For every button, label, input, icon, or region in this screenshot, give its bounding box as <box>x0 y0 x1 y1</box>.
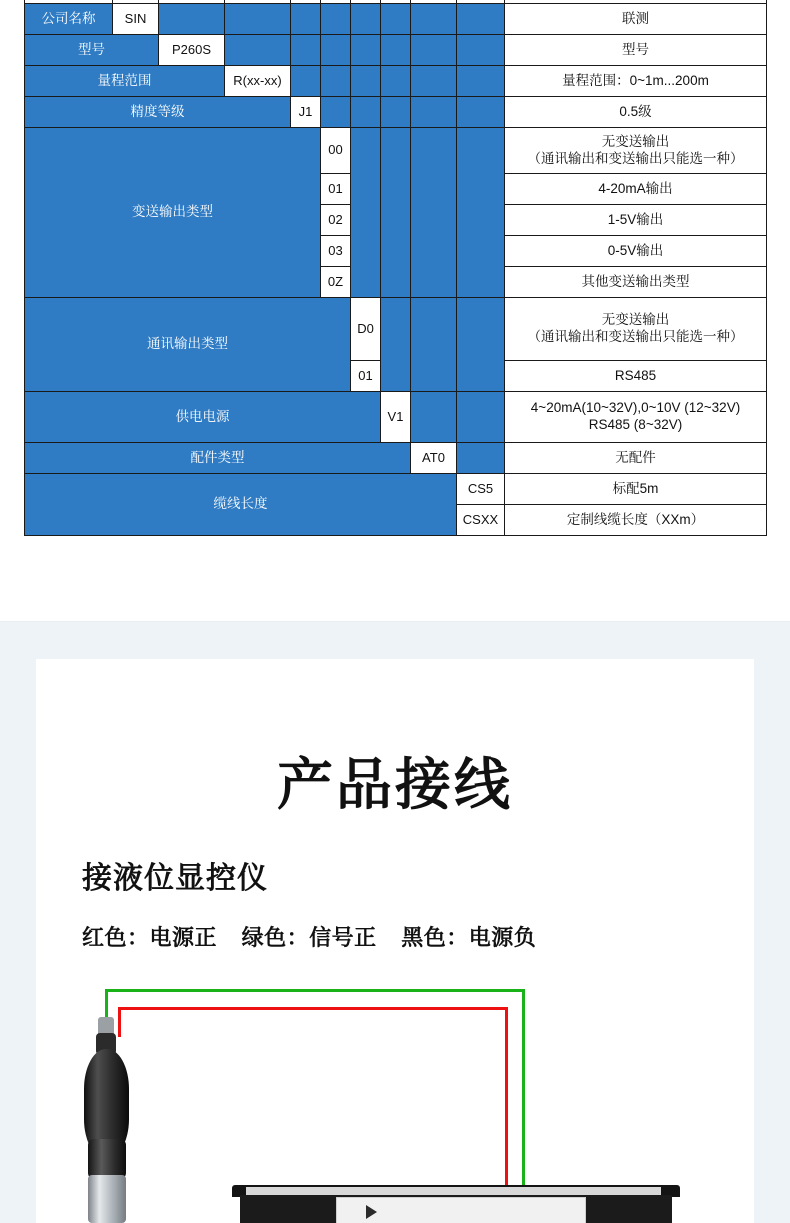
row-code: 02 <box>321 205 351 236</box>
row-desc-line2: （通讯输出和变送输出只能选一种） <box>527 150 744 166</box>
row-desc: RS485 <box>505 361 767 392</box>
row-label: 公司名称 <box>25 4 113 35</box>
blank-cell <box>291 4 321 35</box>
blank-cell <box>457 392 505 443</box>
blank-cell <box>321 97 351 128</box>
blank-cell <box>381 35 411 66</box>
wiring-subtitle: 接液位显控仪 <box>82 862 268 895</box>
table-row <box>25 4 767 35</box>
blank-cell <box>457 97 505 128</box>
legend-item-red: 红色：电源正 <box>82 925 218 950</box>
blank-cell <box>411 35 457 66</box>
blank-cell <box>225 35 291 66</box>
row-desc-line1: 无变送输出 <box>601 133 670 149</box>
row-label: 量程范围 <box>25 66 225 97</box>
blank-cell <box>411 298 457 392</box>
row-code: V1 <box>381 392 411 443</box>
row-code: CS5 <box>457 474 505 505</box>
row-desc: 无配件 <box>505 443 767 474</box>
row-label: 型号 <box>25 35 159 66</box>
blank-cell <box>411 4 457 35</box>
row-desc: 0-5V输出 <box>505 236 767 267</box>
sensor-body-lower <box>88 1139 126 1179</box>
row-code: AT0 <box>411 443 457 474</box>
table-row <box>25 474 767 505</box>
blank-cell <box>381 128 411 298</box>
sensor-steel-housing <box>88 1175 126 1223</box>
blank-cell <box>457 66 505 97</box>
blank-cell <box>411 97 457 128</box>
blank-cell <box>321 35 351 66</box>
row-desc: 标配5m <box>505 474 767 505</box>
row-code: 03 <box>321 236 351 267</box>
row-code: SIN <box>113 4 159 35</box>
wiring-diagram <box>36 989 754 1223</box>
row-desc-line1: 4~20mA(10~32V),0~10V (12~32V) <box>530 400 741 416</box>
row-code: 00 <box>321 128 351 174</box>
table-row <box>25 443 767 474</box>
blank-cell <box>381 4 411 35</box>
blank-cell <box>381 97 411 128</box>
section-gap <box>0 598 790 622</box>
blank-cell <box>381 298 411 392</box>
blank-cell <box>351 128 381 298</box>
table-row <box>25 97 767 128</box>
row-code: J1 <box>291 97 321 128</box>
blank-cell <box>457 298 505 392</box>
row-label-cable-length: 缆线长度 <box>25 474 457 536</box>
row-desc-line2: RS485 (8~32V) <box>588 417 683 432</box>
wiring-section <box>0 622 790 1223</box>
blank-cell <box>411 66 457 97</box>
row-desc: 定制线缆长度（XXm） <box>505 505 767 536</box>
red-wire-left-vertical <box>118 1007 121 1037</box>
row-code: 0Z <box>321 267 351 298</box>
blank-cell <box>321 66 351 97</box>
page-title: 产品接线 <box>277 753 513 818</box>
blank-cell <box>411 392 457 443</box>
row-desc <box>505 298 767 361</box>
table-row <box>25 128 767 174</box>
row-desc: 其他变送输出类型 <box>505 267 767 298</box>
row-label-accessory: 配件类型 <box>25 443 411 474</box>
row-desc: 0.5级 <box>505 97 767 128</box>
blank-cell <box>291 35 321 66</box>
blank-cell <box>351 66 381 97</box>
blank-cell <box>321 4 351 35</box>
blank-cell <box>159 4 225 35</box>
legend-item-green: 绿色：信号正 <box>241 925 377 950</box>
blank-cell <box>457 4 505 35</box>
table-row <box>25 392 767 443</box>
row-desc: 4-20mA输出 <box>505 174 767 205</box>
row-desc <box>505 128 767 174</box>
blank-cell <box>351 4 381 35</box>
row-label-comm-output: 通讯输出类型 <box>25 298 351 392</box>
row-code: D0 <box>351 298 381 361</box>
blank-cell <box>411 128 457 298</box>
row-label: 精度等级 <box>25 97 291 128</box>
blank-cell <box>351 97 381 128</box>
model-selection-table <box>24 0 767 536</box>
green-wire-horizontal <box>105 989 525 992</box>
row-code: 01 <box>321 174 351 205</box>
row-desc: 量程范围：0~1m...200m <box>505 66 767 97</box>
row-desc: 型号 <box>505 35 767 66</box>
blank-cell <box>457 128 505 298</box>
row-desc <box>505 392 767 443</box>
spec-table-wrapper <box>24 0 766 536</box>
row-label-power-supply: 供电电源 <box>25 392 381 443</box>
blank-cell <box>225 4 291 35</box>
blank-cell <box>381 66 411 97</box>
blank-cell <box>457 443 505 474</box>
row-label-transmitter-output: 变送输出类型 <box>25 128 321 298</box>
blank-cell <box>291 66 321 97</box>
row-code: 01 <box>351 361 381 392</box>
row-desc: 联测 <box>505 4 767 35</box>
legend-item-black: 黑色：电源负 <box>401 925 537 950</box>
red-wire-horizontal <box>118 1007 508 1010</box>
wiring-card <box>36 659 754 1223</box>
blank-cell <box>351 35 381 66</box>
table-row <box>25 35 767 66</box>
blank-cell <box>457 35 505 66</box>
wire-color-legend <box>82 921 554 952</box>
table-row <box>25 298 767 361</box>
table-row <box>25 66 767 97</box>
row-code: P260S <box>159 35 225 66</box>
row-desc: 1-5V输出 <box>505 205 767 236</box>
play-arrow-icon <box>366 1205 377 1219</box>
row-code: R(xx-xx) <box>225 66 291 97</box>
row-desc-line2: （通讯输出和变送输出只能选一种） <box>527 329 744 344</box>
row-desc-line1: 无变送输出 <box>601 312 670 328</box>
row-code: CSXX <box>457 505 505 536</box>
